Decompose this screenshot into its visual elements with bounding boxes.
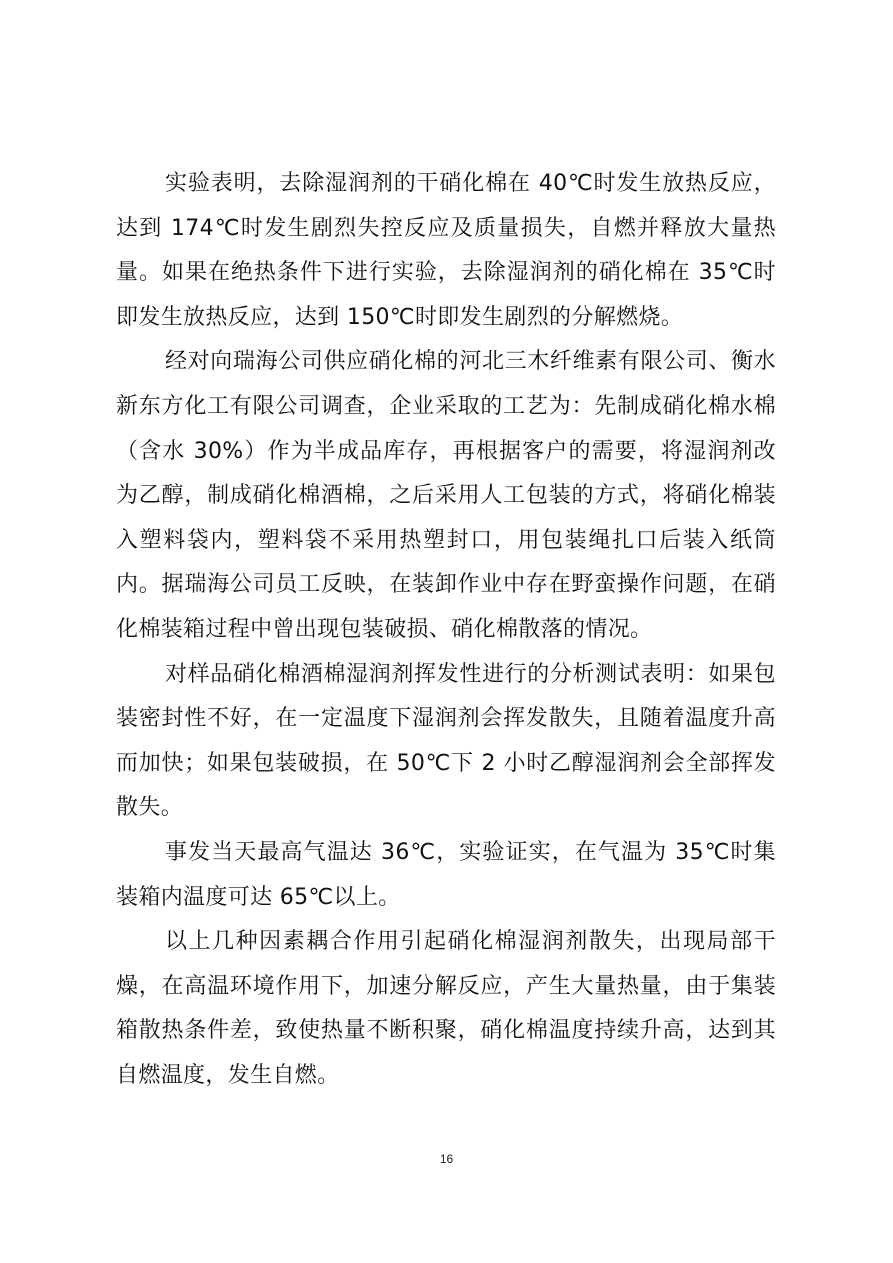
- paragraph-supplier-investigation: 经对向瑞海公司供应硝化棉的河北三木纤维素有限公司、衡水新东方化工有限公司调查，企业采取的工艺为：先制成硝化棉水棉（含水 30%）作为半成品库存，再根据客户的需要，将湿润剂改为乙醇，制成硝化棉酒棉，之后采用人工包装的方式，将硝化棉装入塑料袋内，塑料袋不采用热塑封口，用包装绳扎口后装入纸筒内。据瑞海公司员工反映，在装卸作业中存在野蛮操作问题，在硝化棉装箱过程中曾出现包装破损、硝化棉散落的情况。: [116, 349, 776, 642]
- paragraph-temperature: 事发当天最高气温达 36℃，实验证实，在气温为 35℃时集装箱内温度可达 65℃以上。: [116, 839, 776, 910]
- document-body: [116, 162, 776, 1098]
- page-number: 16: [439, 1152, 454, 1166]
- paragraph-conclusion: 以上几种因素耦合作用引起硝化棉湿润剂散失，出现局部干燥，在高温环境作用下，加速分解反应，产生大量热量，由于集装箱散热条件差，致使热量不断积聚，硝化棉温度持续升高，达到其自燃温度，发生自燃。: [116, 929, 776, 1088]
- paragraph-volatility-test: 对样品硝化棉酒棉湿润剂挥发性进行的分析测试表明：如果包装密封性不好，在一定温度下湿润剂会挥发散失，且随着温度升高而加快；如果包装破损，在 50℃下 2 小时乙醇湿润剂会全部挥发散失。: [116, 661, 776, 821]
- paragraph-experiment-results: 实验表明，去除湿润剂的干硝化棉在 40℃时发生放热反应，达到 174℃时发生剧烈失控反应及质量损失，自燃并释放大量热量。如果在绝热条件下进行实验，去除湿润剂的硝化棉在 35℃时即发生放热反应，达到 150℃时即发生剧烈的分解燃烧。: [116, 171, 776, 330]
